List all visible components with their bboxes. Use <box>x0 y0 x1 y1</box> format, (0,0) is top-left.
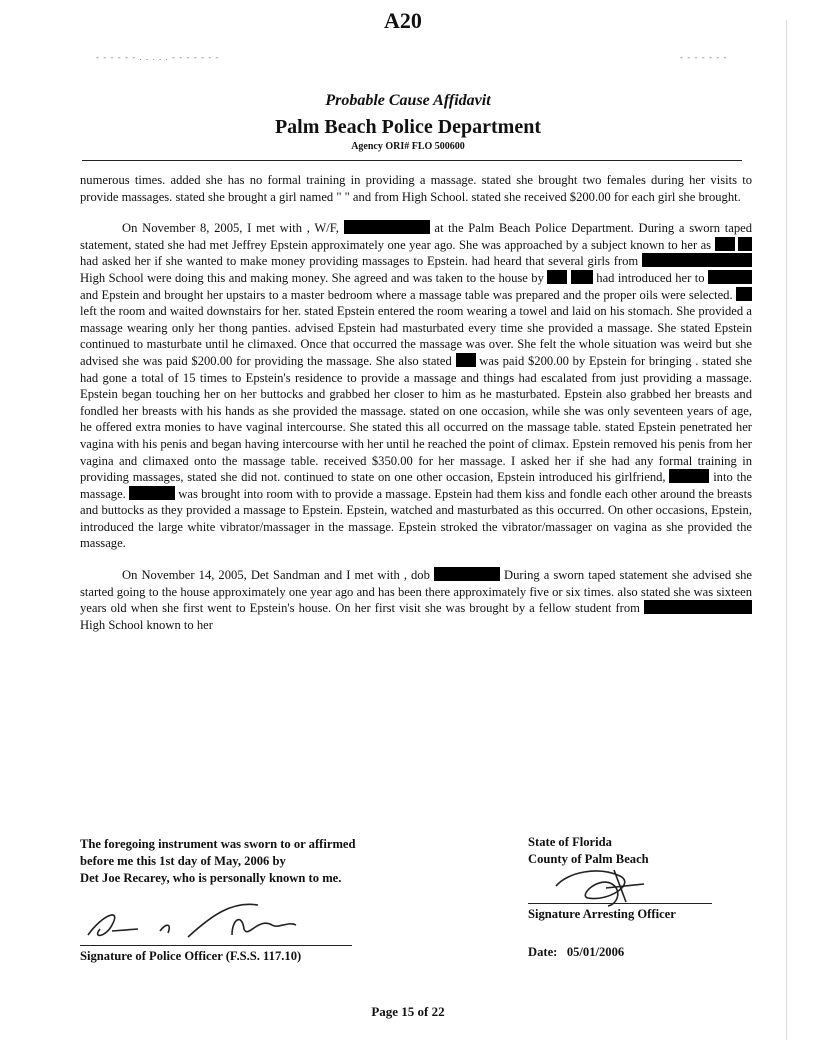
sworn-line-2: before me this 1st day of May, 2006 by <box>80 854 286 868</box>
county-label: County of Palm Beach <box>528 852 649 866</box>
department-name: Palm Beach Police Department <box>274 116 542 138</box>
redaction-block <box>456 353 476 367</box>
arresting-officer-signature <box>548 862 668 908</box>
arresting-signature-label: Signature Arresting Officer <box>528 907 676 921</box>
redaction-block <box>736 287 752 301</box>
date-value: 05/01/2006 <box>566 945 625 959</box>
redaction-block <box>344 220 430 234</box>
document-title: Probable Cause Affidavit <box>325 92 491 109</box>
redaction-block <box>708 270 752 284</box>
page-edge-line <box>786 20 787 1040</box>
fax-header-noise: - - - - - - . . . . . - - - - - - - <box>96 52 220 62</box>
redaction-block <box>642 253 752 267</box>
agency-ori: Agency ORI# FLO 500600 <box>351 141 465 152</box>
redaction-block <box>715 237 735 251</box>
police-signature-line <box>80 945 352 946</box>
sworn-statement <box>80 836 440 887</box>
arresting-signature-line <box>528 903 712 904</box>
redaction-block <box>547 270 567 284</box>
redaction-block <box>434 567 500 581</box>
paragraph-3: On November 14, 2005, Det Sandman and I met with , dob During a sworn taped statement she advised she started going to the house approximately one year ago and has been there approximately five or six times. also stated she was sixteen years old when she first went to Epstein's house. On her first visit she was brought by a fellow student from High School known to her <box>80 568 752 632</box>
signature-date <box>528 945 624 960</box>
redaction-block <box>669 469 709 483</box>
exhibit-stamp: A20 <box>384 8 422 33</box>
police-officer-signature <box>82 895 312 947</box>
paragraph-2: On November 8, 2005, I met with , W/F, at the Palm Beach Police Department. During a sworn taped statement, stated she had met Jeffrey Epstein approximately one year ago. She was approached by a subject known to her as had asked her if she wanted to make money providing massages to Epstein. had heard that several girls from High School were doing this and making money. She agreed and was taken to the house by had introduced her to and Epstein and brought her upstairs to a master bedroom where a massage table was prepared and the proper oils were selected. left the room and waited downstairs for her. stated Epstein entered the room wearing a towel and laid on his stomach. She provided a massage wearing only her thong panties. advised Epstein had masturbated every time she provided a massage. She stated Epstein continued to masturbate until he climaxed. Once that occurred the massage was over. She felt the whole situation was weird but she advised she was paid $200.00 for providing the massage. She also stated was paid $200.00 by Epstein for bringing . stated she had gone a total of 15 times to Epstein's residence to provide a massage and things had escalated from just providing a massage. Epstein began touching her on her buttocks and grabbed her closer to him as he masturbated. Epstein also grabbed her breasts and fondled her breasts with his hands as she provided the massage. stated on one occasion, while she was only seventeen years of age, he offered extra monies to have vaginal intercourse. She stated this all occurred on the massage table. stated Epstein penetrated her vagina with his penis and began having intercourse with her until he reached the point of climax. Epstein removed his penis from her vagina and climaxed onto the massage table. received $350.00 for her massage. I asked her if she had any formal training in providing massages, stated she did not. continued to state on one other occasion, Epstein introduced his girlfriend, into the massage. was brought into room with to provide a massage. Epstein had them kiss and fondle each other around the breasts and buttocks as they provided a massage to Epstein. Epstein, watched and masturbated as this occurred. On other occasions, Epstein, introduced the large white vibrator/massager in the massage. Epstein stroked the vibrator/massager on vagina as she provided the massage. <box>80 221 753 551</box>
state-label: State of Florida <box>528 835 612 849</box>
redaction-block <box>571 270 593 284</box>
header-rule <box>82 160 742 161</box>
sworn-line-1: The foregoing instrument was sworn to or affirmed <box>80 837 356 851</box>
date-label: Date: <box>528 945 558 959</box>
redaction-block <box>644 600 752 614</box>
fax-header-noise-right: - - - - - - - <box>680 52 728 62</box>
sworn-line-3: Det Joe Recarey, who is personally known to me. <box>80 871 342 885</box>
affidavit-body <box>80 172 752 648</box>
page-number: Page 15 of 22 <box>371 1004 445 1019</box>
paragraph-1: numerous times. added she has no formal training in providing a massage. stated she brought two females during her visits to provide massages. stated she brought a girl named " " and from High School. stated she received $200.00 for each girl she brought. <box>80 173 752 204</box>
redaction-block <box>738 237 752 251</box>
police-signature-label: Signature of Police Officer (F.S.S. 117.10) <box>80 949 302 963</box>
redaction-block <box>129 486 175 500</box>
